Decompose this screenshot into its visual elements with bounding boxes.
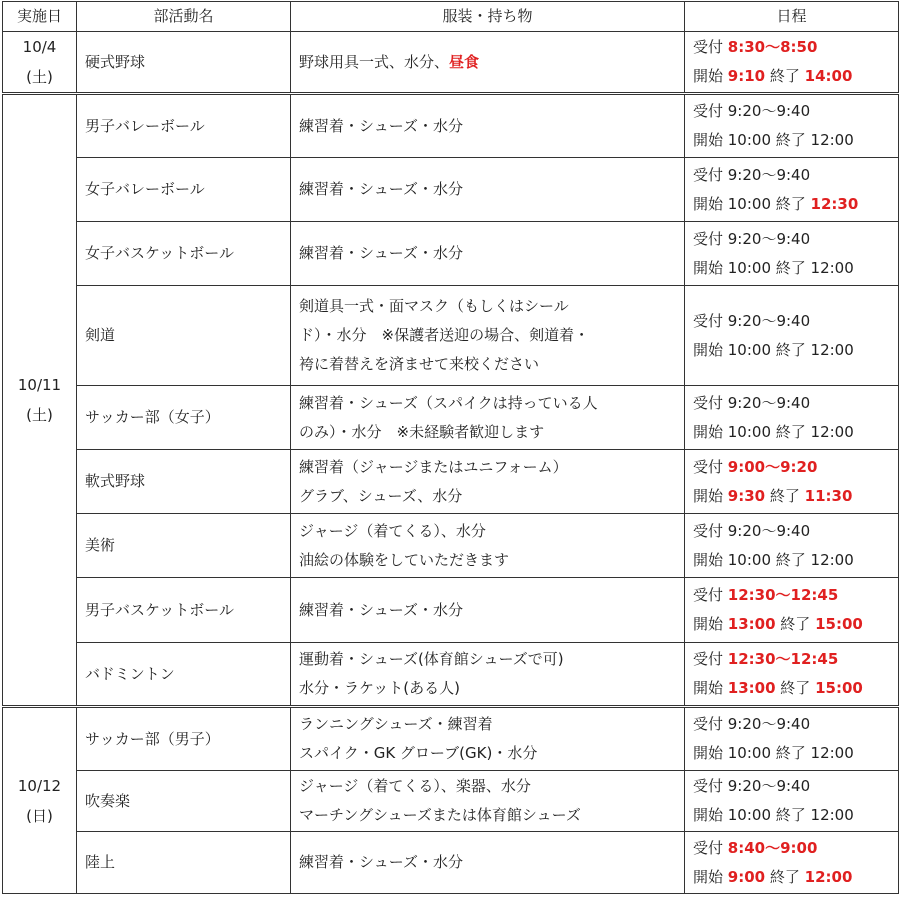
table-row: [3, 94, 899, 158]
text-segment: 開始: [693, 615, 728, 633]
items-cell: [291, 771, 685, 832]
schedule-line: [693, 62, 898, 91]
club-name: 硬式野球: [77, 32, 291, 94]
text-segment: 受付: [693, 586, 728, 604]
text-segment: スパイク・GK グローブ(GK)・水分: [299, 744, 538, 762]
items-line: [299, 112, 684, 141]
schedule-cell: [685, 32, 899, 94]
schedule-line: [693, 772, 898, 801]
club-name: 女子バスケットボール: [77, 222, 291, 286]
club-name: 軟式野球: [77, 450, 291, 514]
club-name: 男子バレーボール: [77, 94, 291, 158]
highlight-text: 9:10: [727, 67, 766, 85]
schedule-line: [693, 645, 898, 674]
table-row: [3, 286, 899, 386]
schedule-line: [693, 161, 898, 190]
schedule-line: [693, 453, 898, 482]
text-segment: 開始: [693, 867, 728, 886]
schedule-line: [693, 517, 898, 546]
header-schedule: 日程: [685, 2, 899, 32]
schedule-line: [693, 834, 898, 863]
schedule-line: [693, 546, 898, 575]
text-segment: 練習着・シューズ（スパイクは持っている人: [299, 393, 598, 412]
items-line: [299, 801, 684, 830]
highlight-text: 14:00: [804, 67, 853, 85]
club-name: 男子バスケットボール: [77, 578, 291, 643]
highlight-text: 8:30～8:50: [727, 38, 818, 56]
text-segment: 開始: [693, 679, 728, 697]
schedule-cell: [685, 386, 899, 450]
items-line: [299, 482, 684, 511]
items-cell: [291, 514, 685, 578]
header-items: 服装・持ち物: [291, 2, 685, 32]
items-cell: [291, 578, 685, 643]
day-text: (日): [26, 806, 53, 825]
table-row: [3, 450, 899, 514]
items-cell: [291, 32, 685, 94]
text-segment: グラブ、シューズ、水分: [299, 486, 463, 505]
text-segment: 終了: [765, 486, 805, 505]
day-text: (土): [26, 68, 53, 86]
text-segment: 開始 10:00 終了: [693, 194, 811, 213]
text-segment: 水分・ラケット(ある人): [299, 679, 460, 697]
club-name: バドミントン: [77, 643, 291, 707]
items-line: [299, 596, 684, 625]
text-segment: 開始 10:00 終了 12:00: [693, 806, 854, 824]
items-line: [299, 739, 684, 768]
highlight-text: 12:30～12:45: [727, 650, 839, 668]
text-segment: のみ）・水分 ※未経験者歓迎します: [299, 422, 545, 441]
text-segment: 練習着・シューズ・水分: [299, 180, 463, 198]
club-name: 剣道: [77, 286, 291, 386]
text-segment: 開始 10:00 終了 12:00: [693, 131, 854, 149]
items-cell: [291, 386, 685, 450]
items-line: [299, 418, 684, 447]
table-row: [3, 158, 899, 222]
table-row: [3, 386, 899, 450]
text-segment: 受付 9:20～9:40: [693, 393, 811, 412]
table-row: [3, 514, 899, 578]
header-row: [3, 2, 899, 32]
text-segment: 開始: [693, 486, 728, 505]
schedule-line: [693, 739, 898, 768]
text-segment: ド）・水分 ※保護者送迎の場合、剣道着・: [299, 326, 590, 344]
club-name: サッカー部（女子）: [77, 386, 291, 450]
items-line: [299, 517, 684, 546]
schedule-cell: [685, 578, 899, 643]
items-line: [299, 321, 684, 350]
highlight-text: 13:00: [727, 679, 776, 697]
highlight-text: 昼食: [449, 52, 480, 71]
highlight-text: 12:30～12:45: [727, 586, 839, 604]
items-line: [299, 453, 684, 482]
date-cell: [3, 94, 77, 707]
schedule-line: [693, 710, 898, 739]
highlight-text: 15:00: [815, 615, 863, 633]
text-segment: 袴に着替えを済ませて来校ください: [299, 355, 540, 373]
highlight-text: 9:00～9:20: [727, 457, 818, 476]
text-segment: 開始 10:00 終了 12:00: [693, 258, 854, 277]
date-text: 10/4: [22, 38, 57, 56]
schedule-line: [693, 33, 898, 62]
table-row: [3, 578, 899, 643]
schedule-cell: [685, 771, 899, 832]
items-cell: [291, 158, 685, 222]
text-segment: 終了: [765, 867, 805, 886]
table-row: [3, 222, 899, 286]
items-line: [299, 546, 684, 575]
items-line: [299, 710, 684, 739]
schedule-cell: [685, 286, 899, 386]
text-segment: 受付 9:20～9:40: [693, 777, 811, 795]
items-cell: [291, 832, 685, 894]
schedule-cell: [685, 643, 899, 707]
items-cell: [291, 450, 685, 514]
text-segment: ランニングシューズ・練習着: [299, 715, 493, 733]
date-cell: [3, 32, 77, 94]
items-line: [299, 645, 684, 674]
schedule-line: [693, 482, 898, 511]
schedule-cell: [685, 94, 899, 158]
schedule-line: [693, 418, 898, 447]
club-name: 吹奏楽: [77, 771, 291, 832]
schedule-line: [693, 190, 898, 219]
items-line: [299, 389, 684, 418]
items-line: [299, 292, 684, 321]
club-name: 陸上: [77, 832, 291, 894]
text-segment: 開始 10:00 終了 12:00: [693, 550, 854, 569]
text-segment: 野球用具一式、水分、: [299, 52, 450, 71]
text-segment: 受付 9:20～9:40: [693, 229, 811, 248]
text-segment: 受付: [693, 457, 728, 476]
table-row: [3, 643, 899, 707]
date-cell: [3, 707, 77, 894]
table-row: [3, 707, 899, 771]
schedule-cell: [685, 514, 899, 578]
day-text: (土): [26, 406, 53, 424]
highlight-text: 8:40～9:00: [727, 838, 818, 857]
text-segment: 受付: [693, 838, 728, 857]
items-line: [299, 239, 684, 268]
schedule-cell: [685, 158, 899, 222]
schedule-line: [693, 674, 898, 703]
text-segment: 終了: [775, 679, 816, 697]
table-row: [3, 832, 899, 894]
highlight-text: 15:00: [815, 679, 863, 697]
schedule-line: [693, 863, 898, 892]
club-name: 女子バレーボール: [77, 158, 291, 222]
table-body: [3, 32, 899, 894]
highlight-text: 12:00: [804, 867, 853, 886]
schedule-line: [693, 307, 898, 336]
text-segment: 練習着・シューズ・水分: [299, 600, 463, 619]
highlight-text: 13:00: [727, 615, 776, 633]
schedule-line: [693, 336, 898, 365]
text-segment: ジャージ（着てくる）、楽器、水分: [299, 777, 531, 795]
schedule-cell: [685, 832, 899, 894]
items-line: [299, 674, 684, 703]
items-cell: [291, 286, 685, 386]
schedule-line: [693, 225, 898, 254]
text-segment: 終了: [765, 67, 805, 85]
items-cell: [291, 643, 685, 707]
header-club: 部活動名: [77, 2, 291, 32]
text-segment: 練習着（ジャージまたはユニフォーム）: [299, 457, 568, 476]
header-date: 実施日: [3, 2, 77, 32]
text-segment: 受付 9:20～9:40: [693, 311, 811, 330]
schedule-line: [693, 801, 898, 830]
text-segment: 受付: [693, 38, 728, 56]
schedule-line: [693, 581, 898, 610]
text-segment: 受付: [693, 650, 728, 668]
items-line: [299, 175, 684, 204]
text-segment: 練習着・シューズ・水分: [299, 116, 463, 135]
text-segment: 受付 9:20～9:40: [693, 102, 811, 120]
schedule-cell: [685, 707, 899, 771]
schedule-table: [2, 1, 899, 894]
text-segment: マーチングシューズまたは体育館シューズ: [299, 806, 581, 824]
table-row: [3, 771, 899, 832]
highlight-text: 11:30: [804, 486, 853, 505]
club-name: 美術: [77, 514, 291, 578]
text-segment: 開始 10:00 終了 12:00: [693, 744, 854, 762]
table-row: [3, 32, 899, 94]
text-segment: 開始: [693, 67, 728, 85]
items-line: [299, 772, 684, 801]
items-cell: [291, 222, 685, 286]
schedule-cell: [685, 222, 899, 286]
items-line: [299, 848, 684, 877]
highlight-text: 9:30: [727, 486, 766, 505]
schedule-cell: [685, 450, 899, 514]
highlight-text: 9:00: [727, 867, 766, 886]
text-segment: 開始 10:00 終了 12:00: [693, 340, 854, 359]
text-segment: ジャージ（着てくる）、水分: [299, 521, 486, 540]
text-segment: 終了: [775, 615, 816, 633]
items-cell: [291, 707, 685, 771]
text-segment: 剣道具一式・面マスク（もしくはシール: [299, 297, 569, 315]
schedule-line: [693, 610, 898, 639]
text-segment: 運動着・シューズ(体育館シューズで可): [299, 650, 564, 668]
text-segment: 受付 9:20～9:40: [693, 715, 811, 733]
club-name: サッカー部（男子）: [77, 707, 291, 771]
date-text: 10/12: [17, 776, 62, 795]
schedule-line: [693, 126, 898, 155]
text-segment: 油絵の体験をしていただきます: [299, 550, 510, 569]
text-segment: 受付 9:20～9:40: [693, 165, 811, 184]
items-line: [299, 48, 684, 77]
text-segment: 受付 9:20～9:40: [693, 521, 811, 540]
text-segment: 練習着・シューズ・水分: [299, 853, 463, 871]
text-segment: 開始 10:00 終了 12:00: [693, 422, 854, 441]
schedule-line: [693, 254, 898, 283]
items-line: [299, 350, 684, 379]
items-cell: [291, 94, 685, 158]
date-text: 10/11: [17, 376, 62, 394]
schedule-line: [693, 97, 898, 126]
highlight-text: 12:30: [810, 194, 859, 213]
schedule-line: [693, 389, 898, 418]
text-segment: 練習着・シューズ・水分: [299, 244, 463, 262]
